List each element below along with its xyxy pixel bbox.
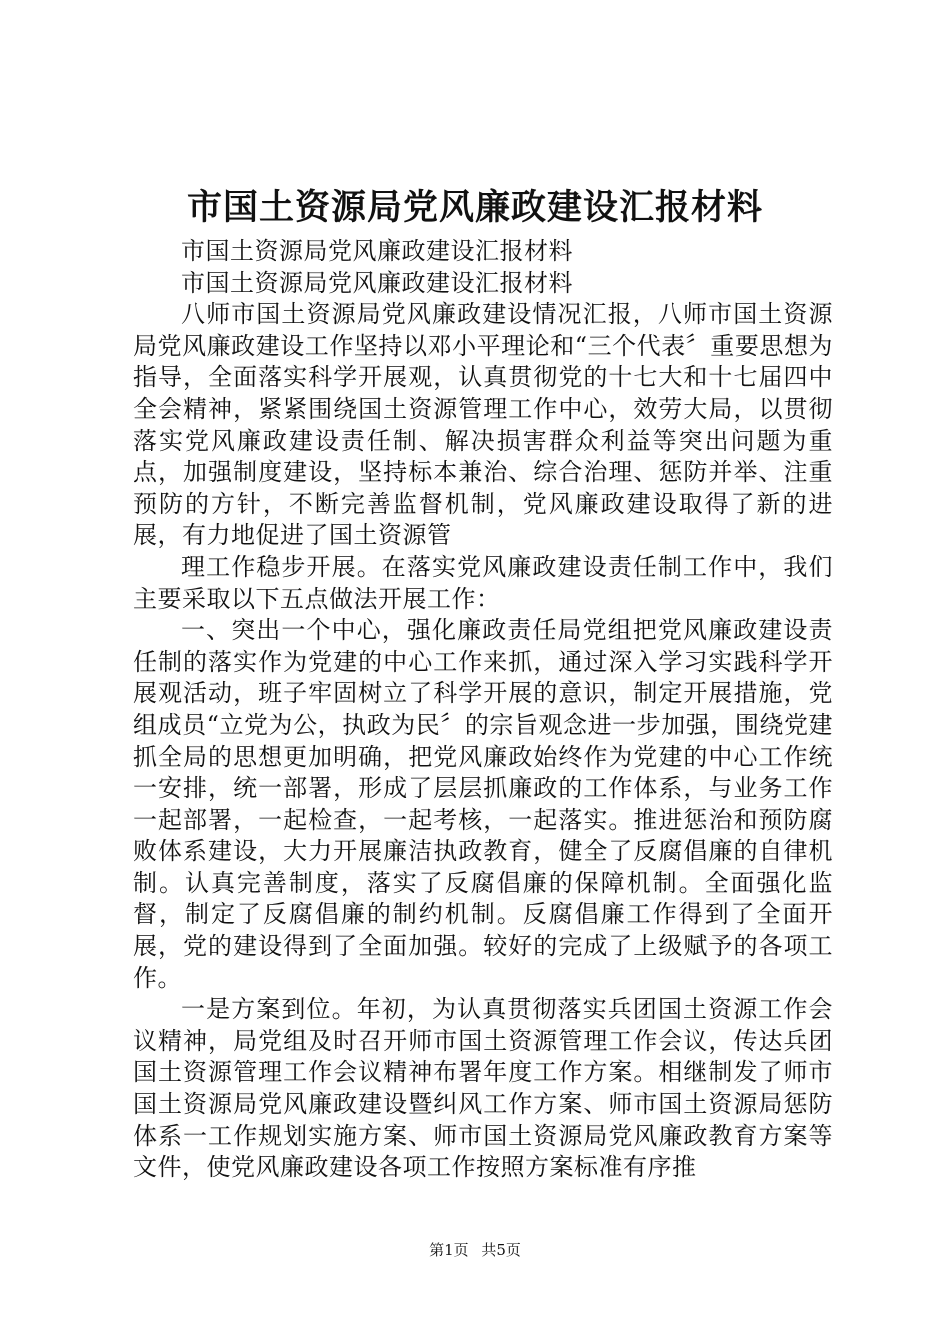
continuation-paragraph: 理工作稳步开展。在落实党风廉政建设责任制工作中，我们主要采取以下五点做法开展工作： [133, 552, 833, 613]
page-total: 共5页 [481, 1241, 521, 1259]
subtitle-paragraph: 市国土资源局党风廉政建设汇报材料 [181, 237, 573, 265]
document-title: 市国土资源局党风廉政建设汇报材料 [186, 187, 763, 228]
section-one-paragraph: 一、突出一个中心，强化廉政责任局党组把党风廉政建设责任制的落实作为党建的中心工作来抓，通过深入学习实践科学开展观活动，班子牢固树立了科学开展的意识，制定开展措施，党组成员“立党为公，执政为民〞的宗旨观念进一步加强，围绕党建抓全局的思想更加明确，把党风廉政始终作为党建的中心工作统一安排，统一部署，形成了层层抓廉政的工作体系，与业务工作一起部署，一起检查，一起考核，一起落实。推进惩治和预防腐败体系建设，大力开展廉洁执政教育，健全了反腐倡廉的自律机制。认真完善制度，落实了反腐倡廉的保障机制。全面强化监督，制定了反腐倡廉的制约机制。反腐倡廉工作得到了全面开展，党的建设得到了全面加强。较好的完成了上级赋予的各项工作。 [133, 616, 833, 992]
page-number: 第1页 [429, 1241, 469, 1259]
plan-paragraph: 一是方案到位。年初，为认真贯彻落实兵团国土资源工作会议精神，局党组及时召开师市国土资源管理工作会议，传达兵团国土资源管理工作会议精神布署年度工作方案。相继制发了师市国土资源局党风廉政建设暨纠风工作方案、师市国土资源局惩防体系一工作规划实施方案、师市国土资源局党风廉政教育方案等文件，使党风廉政建设各项工作按照方案标准有序推 [133, 995, 833, 1182]
page-footer [0, 1240, 950, 1260]
intro-paragraph: 八师市国土资源局党风廉政建设情况汇报，八师市国土资源局党风廉政建设工作坚持以邓小平理论和“三个代表〞重要思想为指导，全面落实科学开展观，认真贯彻党的十七大和十七届四中全会精神，紧紧围绕国土资源管理工作中心，效劳大局，以贯彻落实党风廉政建设责任制、解决损害群众利益等突出问题为重点，加强制度建设，坚持标本兼治、综合治理、惩防并举、注重预防的方针，不断完善监督机制，党风廉政建设取得了新的进展，有力地促进了国土资源管 [133, 300, 833, 550]
document-body [133, 236, 833, 1184]
subtitle-paragraph-repeat: 市国土资源局党风廉政建设汇报材料 [181, 268, 573, 297]
